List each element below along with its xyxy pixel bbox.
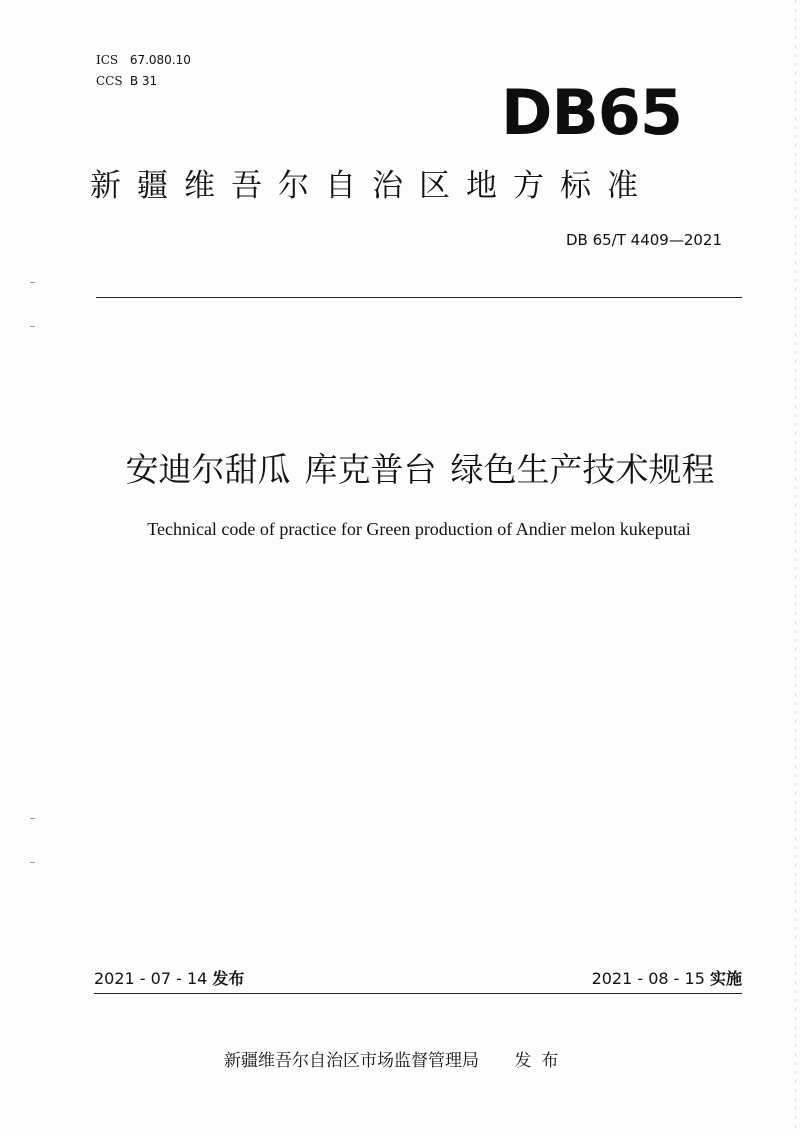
standard-number: DB 65/T 4409—2021 — [565, 231, 722, 249]
effective-label: 实施 — [709, 969, 742, 988]
scan-mark — [30, 818, 35, 819]
issue-date: 2021 - 07 - 14 — [94, 969, 208, 988]
document-title — [0, 448, 800, 492]
classification-codes — [96, 50, 191, 92]
scan-edge-right — [795, 0, 796, 1130]
publisher-line — [224, 1049, 568, 1073]
issue-date-block — [94, 968, 244, 990]
scan-mark — [30, 326, 35, 327]
scan-mark — [30, 282, 35, 283]
ics-value: 67.080.10 — [129, 53, 191, 67]
scan-mark — [30, 862, 35, 863]
effective-date-block — [592, 968, 742, 990]
ccs-value: B 31 — [129, 74, 158, 88]
document-subtitle-english: Technical code of practice for Green production of Andier melon kukeputai — [147, 519, 691, 539]
title-part-variety: 库克普台 — [304, 450, 437, 489]
effective-date: 2021 - 08 - 15 — [591, 969, 705, 988]
ics-code — [96, 50, 191, 71]
title-part-melon: 安迪尔甜瓜 — [125, 450, 291, 489]
title-part-code: 绿色生产技术规程 — [450, 450, 715, 489]
publisher-action: 发布 — [514, 1051, 569, 1071]
bottom-divider — [94, 993, 742, 994]
top-divider — [96, 297, 742, 298]
db65-logo: DB65 — [500, 76, 682, 149]
ics-label: ICS — [96, 53, 119, 67]
standard-category-title: 新疆维吾尔自治区地方标准 — [90, 168, 654, 204]
issue-label: 发布 — [212, 969, 245, 988]
ccs-code — [96, 71, 191, 92]
publisher-name: 新疆维吾尔自治区市场监督管理局 — [224, 1051, 479, 1071]
ccs-label: CCS — [96, 74, 123, 88]
